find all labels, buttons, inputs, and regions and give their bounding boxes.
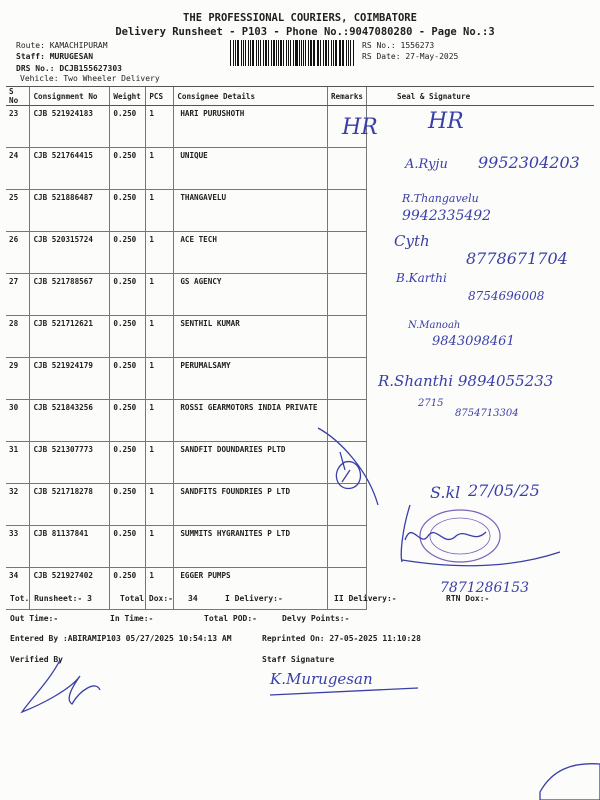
out-time: Out Time:- (10, 614, 59, 623)
row-remarks (327, 274, 366, 316)
row-remarks (327, 358, 366, 400)
barcode-bar (250, 40, 251, 66)
barcode-bar (335, 40, 336, 66)
handwriting-phone-27: 8754696008 (468, 289, 545, 303)
barcode-bar (301, 40, 302, 66)
barcode-bar (256, 40, 257, 66)
table-row (6, 106, 594, 148)
barcode-bar (273, 40, 274, 66)
handwriting-hr-2: HR (428, 109, 464, 134)
staff-signature-label: Staff Signature (262, 655, 335, 664)
barcode-bar (299, 40, 300, 66)
total-dox-value: 34 (188, 594, 198, 603)
barcode-bar (342, 40, 344, 66)
barcode-bar (286, 40, 287, 66)
row-weight: 0.250 (110, 316, 146, 358)
tot-runsheet: Tot. Runsheet:- 3 (10, 594, 92, 603)
barcode-bar (348, 40, 349, 66)
handwriting-signature-24: A.Ryju (405, 157, 448, 172)
row-consignment-no: CJB 521788567 (30, 274, 110, 316)
row-remarks (327, 568, 366, 610)
row-consignment-no: CJB 521712621 (30, 316, 110, 358)
row-weight: 0.250 (110, 274, 146, 316)
row-consignment-no: CJB 521886487 (30, 190, 110, 232)
row-weight: 0.250 (110, 148, 146, 190)
runsheet-subtitle: Delivery Runsheet - P103 - Phone No.:9047080280 - Page No.:3 (115, 26, 495, 38)
handwriting-name-27: B.Karthi (396, 271, 447, 285)
row-consignment-no: CJB 521924183 (30, 106, 110, 148)
row-pcs: 1 (146, 568, 174, 610)
barcode-bar (265, 40, 267, 66)
handwriting-initials-32: S.kl (430, 483, 461, 502)
row-consignee: ROSSI GEARMOTORS INDIA PRIVATE (174, 400, 328, 442)
rtn-dox: RTN Dox:- (446, 594, 490, 603)
row-consignee: SUMMITS HYGRANITES P LTD (174, 526, 328, 568)
row-weight: 0.250 (110, 526, 146, 568)
row-sno: 30 (6, 400, 30, 442)
table-row (6, 274, 594, 316)
barcode-bar (243, 40, 244, 66)
row-remarks (327, 106, 366, 148)
row-seal-signature (367, 484, 595, 526)
row-sno: 26 (6, 232, 30, 274)
handwriting-phone-26: 8778671704 (466, 249, 568, 268)
row-consignee: GS AGENCY (174, 274, 328, 316)
col-consignment: Consignment No (30, 87, 110, 106)
row-sno: 28 (6, 316, 30, 358)
col-pcs: PCS (146, 87, 174, 106)
company-title: THE PROFESSIONAL COURIERS, COIMBATORE (183, 12, 417, 24)
col-seal-signature: Seal & Signature (367, 87, 595, 106)
row-seal-signature (367, 190, 595, 232)
row-consignee: UNIQUE (174, 148, 328, 190)
row-pcs: 1 (146, 316, 174, 358)
verified-by-signature (22, 660, 100, 712)
row-pcs: 1 (146, 484, 174, 526)
barcode-bar (317, 40, 318, 66)
i-delivery: I Delivery:- (225, 594, 283, 603)
col-weight: Weight (110, 87, 146, 106)
barcode-bar (318, 40, 319, 66)
handwriting-date-32: 27/05/25 (468, 481, 540, 500)
col-remarks: Remarks (327, 87, 366, 106)
row-seal-signature (367, 106, 595, 148)
row-consignee: SANDFITS FOUNDRIES P LTD (174, 484, 328, 526)
table-row (6, 232, 594, 274)
row-weight: 0.250 (110, 442, 146, 484)
barcode-bar (263, 40, 264, 66)
row-consignment-no: CJB 521718278 (30, 484, 110, 526)
barcode-bar (293, 40, 294, 66)
row-sno: 32 (6, 484, 30, 526)
row-consignee: EGGER PUMPS (174, 568, 328, 610)
row-pcs: 1 (146, 232, 174, 274)
row-consignment-no: CJB 81137841 (30, 526, 110, 568)
barcode-bar (252, 40, 254, 66)
verified-by-label: Verified By (10, 655, 63, 664)
row-sno: 29 (6, 358, 30, 400)
row-seal-signature (367, 526, 595, 568)
barcode-bar (248, 40, 249, 66)
row-pcs: 1 (146, 106, 174, 148)
row-consignee: HARI PURUSHOTH (174, 106, 328, 148)
barcode-bar (290, 40, 291, 66)
row-sno: 25 (6, 190, 30, 232)
handwriting-name-25: R.Thangavelu (402, 192, 479, 205)
row-pcs: 1 (146, 190, 174, 232)
row-sno: 34 (6, 568, 30, 610)
table-row (6, 568, 594, 610)
route-label: Route: KAMACHIPURAM (16, 41, 108, 50)
handwriting-name-28: N.Manoah (408, 320, 461, 331)
row-pcs: 1 (146, 274, 174, 316)
row-remarks (327, 526, 366, 568)
row-remarks (327, 442, 366, 484)
rs-date: RS Date: 27-May-2025 (362, 52, 459, 61)
row-remarks (327, 316, 366, 358)
barcode-bar (310, 40, 312, 66)
handwriting-phone-28: 9843098461 (432, 334, 515, 349)
row-consignment-no: CJB 520315724 (30, 232, 110, 274)
table-row (6, 316, 594, 358)
table-row (6, 442, 594, 484)
row-weight: 0.250 (110, 190, 146, 232)
col-consignee: Consignee Details (174, 87, 328, 106)
barcode-bar (245, 40, 246, 66)
barcode-bar (276, 40, 277, 66)
table-row (6, 400, 594, 442)
barcode-bar (278, 40, 279, 66)
barcode-bar (350, 40, 351, 66)
table-row (6, 526, 594, 568)
barcode-bar (339, 40, 340, 66)
barcode-bar (353, 40, 354, 66)
barcode-bar (241, 40, 242, 66)
total-pod: Total POD:- (204, 614, 257, 623)
smudge-mark (540, 764, 600, 800)
row-weight: 0.250 (110, 400, 146, 442)
row-seal-signature (367, 358, 595, 400)
row-consignment-no: CJB 521843256 (30, 400, 110, 442)
barcode-bar (295, 40, 297, 66)
handwriting-note-30b: 8754713304 (455, 408, 519, 419)
row-consignment-no: CJB 521764415 (30, 148, 110, 190)
barcode-bar (260, 40, 261, 66)
col-sno: S No (6, 87, 30, 106)
barcode (230, 40, 355, 66)
row-seal-signature (367, 400, 595, 442)
barcode-bar (346, 40, 347, 66)
barcode-bar (323, 40, 324, 66)
row-pcs: 1 (146, 526, 174, 568)
table-header-row (6, 87, 594, 106)
barcode-bar (320, 40, 321, 66)
row-seal-signature (367, 316, 595, 358)
barcode-bar (308, 40, 309, 66)
barcode-bar (283, 40, 284, 66)
barcode-bar (230, 40, 231, 66)
row-pcs: 1 (146, 358, 174, 400)
handwriting-signature-26: Cyth (394, 232, 430, 250)
row-consignee: ACE TECH (174, 232, 328, 274)
delvy-points: Delvy Points:- (282, 614, 350, 623)
row-remarks (327, 232, 366, 274)
row-pcs: 1 (146, 442, 174, 484)
barcode-bar (268, 40, 269, 66)
row-weight: 0.250 (110, 106, 146, 148)
row-seal-signature (367, 442, 595, 484)
row-remarks (327, 148, 366, 190)
barcode-bar (235, 40, 236, 66)
barcode-bar (313, 40, 314, 66)
row-sno: 33 (6, 526, 30, 568)
runsheet-table (6, 86, 594, 610)
handwriting-hr-1: HR (342, 115, 378, 140)
row-sno: 23 (6, 106, 30, 148)
row-seal-signature (367, 274, 595, 316)
barcode-bar (331, 40, 332, 66)
ii-delivery: II Delivery:- (334, 594, 397, 603)
handwriting-phone-24: 9952304203 (478, 153, 580, 172)
drs-label: DRS No.: DCJB155627303 (16, 64, 122, 73)
handwriting-phone-34: 7871286153 (440, 580, 530, 596)
row-consignee: SANDFIT DOUNDARIES PLTD (174, 442, 328, 484)
row-seal-signature (367, 232, 595, 274)
table-row (6, 358, 594, 400)
row-weight: 0.250 (110, 232, 146, 274)
row-remarks (327, 484, 366, 526)
in-time: In Time:- (110, 614, 154, 623)
entered-by: Entered By :ABIRAMIP103 05/27/2025 10:54:13 AM (10, 634, 232, 643)
barcode-bar (325, 40, 327, 66)
row-seal-signature (367, 148, 595, 190)
vehicle-label: Vehicle: Two Wheeler Delivery (20, 74, 160, 83)
row-consignee: SENTHIL KUMAR (174, 316, 328, 358)
row-seal-signature (367, 568, 595, 610)
total-dox-label: Total Dox:- (120, 594, 173, 603)
handwriting-note-30a: 2715 (418, 398, 444, 409)
handwriting-phone-25: 9942335492 (402, 208, 492, 224)
row-remarks (327, 190, 366, 232)
staff-signature-underline (270, 688, 418, 695)
staff-label: Staff: MURUGESAN (16, 52, 94, 61)
rs-number: RS No.: 1556273 (362, 41, 435, 50)
barcode-bar (258, 40, 259, 66)
barcode-bar (288, 40, 289, 66)
row-consignment-no: CJB 521924179 (30, 358, 110, 400)
row-consignment-no: CJB 521307773 (30, 442, 110, 484)
row-weight: 0.250 (110, 568, 146, 610)
row-consignee: THANGAVELU (174, 190, 328, 232)
barcode-bar (271, 40, 272, 66)
row-sno: 27 (6, 274, 30, 316)
row-sno: 31 (6, 442, 30, 484)
row-remarks (327, 400, 366, 442)
row-pcs: 1 (146, 148, 174, 190)
row-sno: 24 (6, 148, 30, 190)
barcode-bar (303, 40, 304, 66)
row-consignment-no: CJB 521927402 (30, 568, 110, 610)
table-row (6, 190, 594, 232)
staff-signature-handwriting: K.Murugesan (270, 670, 373, 688)
row-weight: 0.250 (110, 358, 146, 400)
handwriting-name-phone-30: R.Shanthi 9894055233 (378, 372, 554, 390)
barcode-bar (333, 40, 334, 66)
row-weight: 0.250 (110, 484, 146, 526)
barcode-bar (340, 40, 341, 66)
barcode-bar (328, 40, 329, 66)
table-row (6, 148, 594, 190)
row-pcs: 1 (146, 400, 174, 442)
barcode-bar (280, 40, 282, 66)
row-consignee: PERUMALSAMY (174, 358, 328, 400)
table-row (6, 484, 594, 526)
barcode-bar (305, 40, 306, 66)
barcode-bar (237, 40, 239, 66)
barcode-bar (233, 40, 234, 66)
reprinted-on: Reprinted On: 27-05-2025 11:10:28 (262, 634, 421, 643)
